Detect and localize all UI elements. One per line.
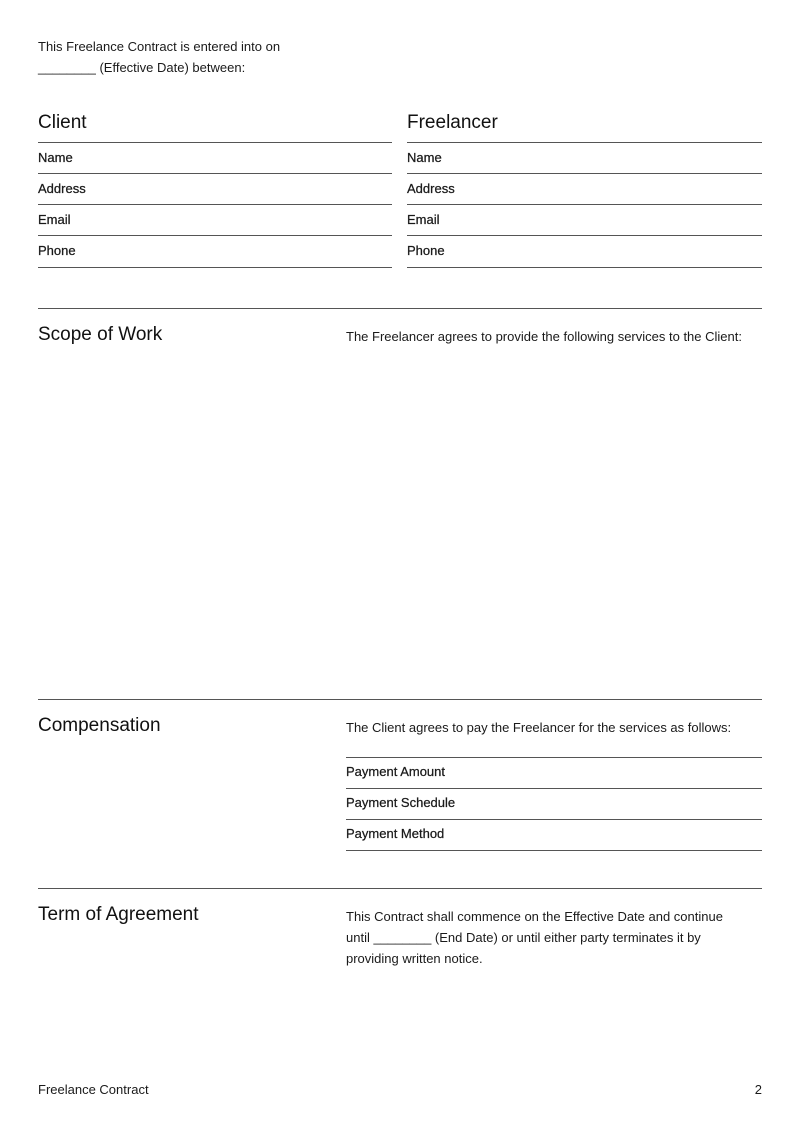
term-heading: Term of Agreement (38, 904, 199, 925)
section-divider (38, 699, 762, 700)
divider (407, 235, 762, 236)
payment-schedule-field[interactable]: Payment Schedule (346, 795, 456, 810)
freelancer-heading: Freelancer (407, 112, 498, 133)
divider (38, 173, 392, 174)
section-divider (38, 308, 762, 309)
divider (407, 267, 762, 268)
scope-text: The Freelancer agrees to provide the following services to the Client: (346, 329, 742, 344)
client-email-field[interactable]: Email (38, 212, 71, 227)
client-name-field[interactable]: Name (38, 150, 73, 165)
term-line: until ________ (End Date) or until either party terminates it by (346, 930, 701, 945)
freelancer-address-field[interactable]: Address (407, 181, 455, 196)
client-address-field[interactable]: Address (38, 181, 86, 196)
divider (346, 788, 762, 789)
divider (407, 173, 762, 174)
freelancer-name-field[interactable]: Name (407, 150, 442, 165)
client-heading: Client (38, 112, 87, 133)
divider (38, 142, 392, 143)
compensation-text: The Client agrees to pay the Freelancer for the services as follows: (346, 720, 732, 735)
payment-method-field[interactable]: Payment Method (346, 826, 445, 841)
term-line: This Contract shall commence on the Effective Date and continue (346, 909, 723, 924)
divider (38, 267, 392, 268)
divider (346, 819, 762, 820)
payment-amount-field[interactable]: Payment Amount (346, 764, 445, 779)
section-divider (38, 888, 762, 889)
scope-heading: Scope of Work (38, 324, 163, 345)
client-phone-field[interactable]: Phone (38, 243, 76, 258)
divider (407, 142, 762, 143)
freelancer-email-field[interactable]: Email (407, 212, 440, 227)
footer-title: Freelance Contract (38, 1082, 149, 1097)
divider (38, 204, 392, 205)
divider (346, 757, 762, 758)
compensation-heading: Compensation (38, 715, 161, 736)
intro-line: ________ (Effective Date) between: (38, 60, 246, 75)
term-text (346, 906, 723, 969)
term-line: providing written notice. (346, 951, 483, 966)
divider (346, 850, 762, 851)
page-number: 2 (754, 1082, 762, 1097)
divider (407, 204, 762, 205)
freelancer-phone-field[interactable]: Phone (407, 243, 445, 258)
intro-line: This Freelance Contract is entered into on (38, 39, 281, 54)
intro-text (38, 36, 280, 78)
divider (38, 235, 392, 236)
